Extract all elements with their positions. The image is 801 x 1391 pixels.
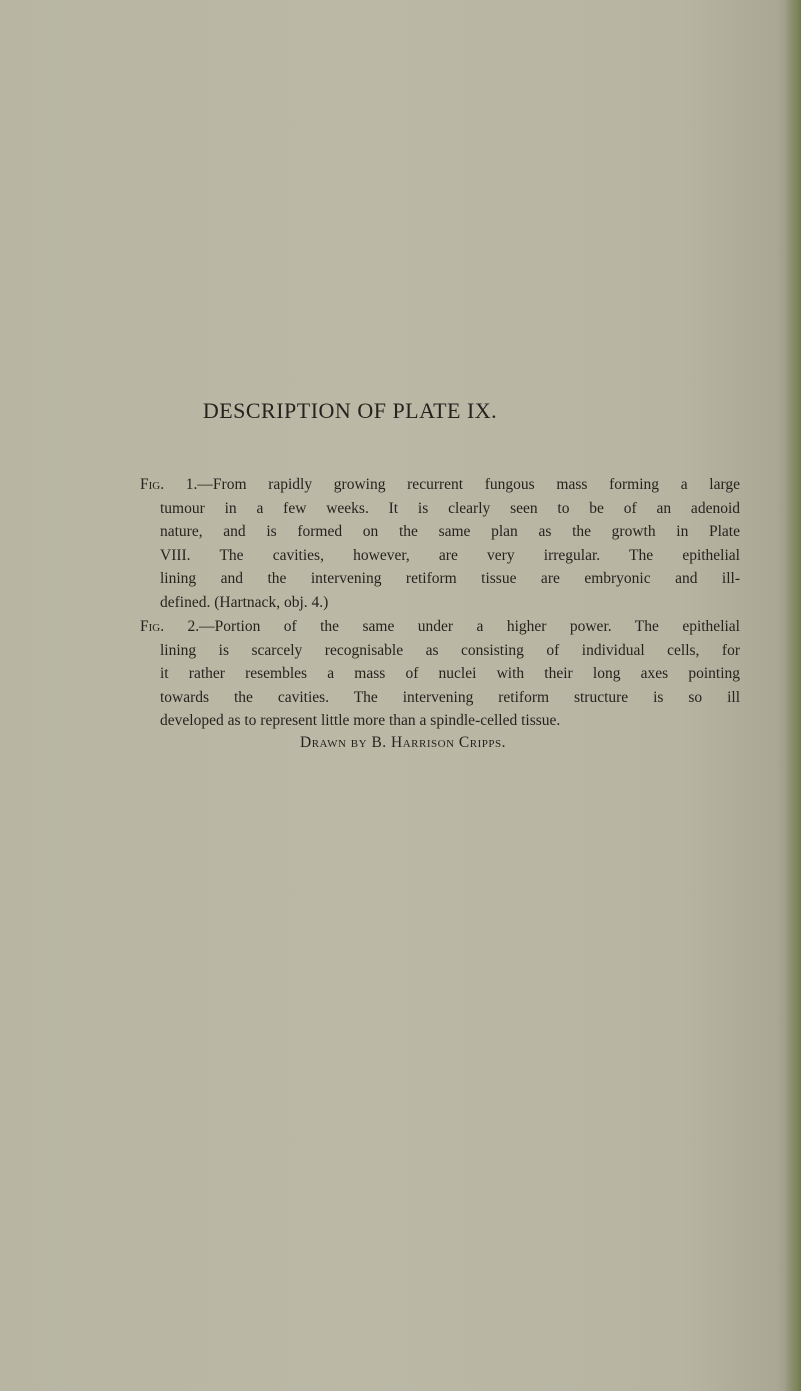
figure-2-line: it rather resembles a mass of nuclei with their long axes pointing <box>160 665 740 682</box>
figure-1-paragraph <box>140 473 740 614</box>
figure-2-paragraph <box>140 615 740 733</box>
figure-1-line-text: —From rapidly growing recurrent fungous mass forming a large <box>197 476 740 493</box>
figure-1-line: defined. (Hartnack, obj. 4.) <box>160 593 329 611</box>
figure-1-line: VIII. The cavities, however, are very irregular. The epithelial <box>160 546 740 564</box>
figure-1-line <box>140 473 740 497</box>
plate-description-title: DESCRIPTION OF PLATE IX. <box>202 398 498 423</box>
figure-2-label: Fig. 2. <box>140 618 200 635</box>
figure-2-line: lining is scarcely recognisable as consisting of individual cells, for <box>160 641 740 659</box>
artist-credit <box>300 734 506 752</box>
figure-2-line-text: —Portion of the same under a higher power. The epithelial <box>199 618 740 635</box>
page-edge-stain <box>785 0 801 1391</box>
figure-1-line: lining and the intervening retiform tissue are embryonic and ill- <box>160 570 740 587</box>
figure-1-label: Fig. 1. <box>140 476 198 493</box>
figure-1-line: tumour in a few weeks. It is clearly seen to be of an adenoid <box>160 499 740 517</box>
artist-credit-text: Drawn by B. Harrison Cripps. <box>300 734 506 751</box>
figure-2-line: developed as to represent little more than a spindle-celled tissue. <box>160 712 561 729</box>
figure-1-line: nature, and is formed on the same plan as the growth in Plate <box>160 523 740 540</box>
figure-2-line: towards the cavities. The intervening retiform structure is so ill <box>160 688 740 706</box>
figure-2-line <box>140 615 740 639</box>
